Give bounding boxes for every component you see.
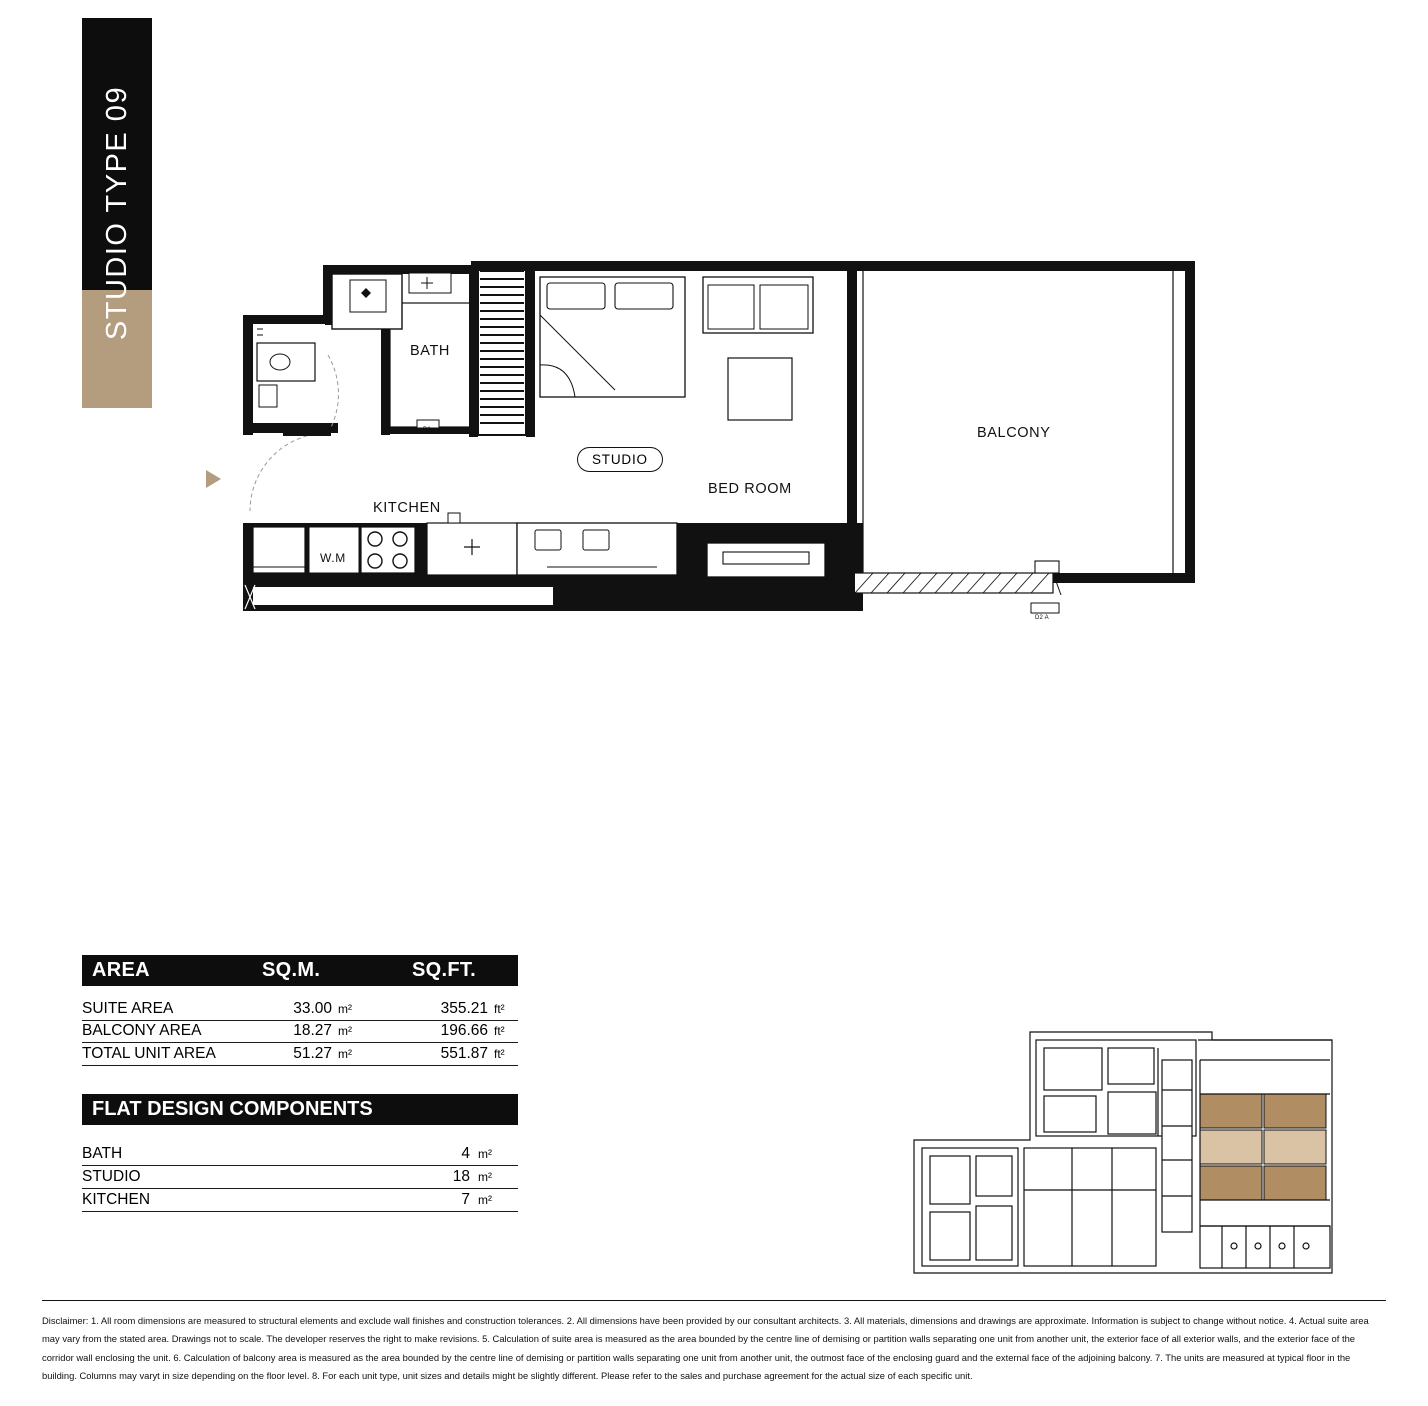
component-unit: m²	[478, 1169, 492, 1184]
table-row	[82, 1189, 518, 1212]
area-row-sqft: 196.66	[440, 1022, 488, 1040]
area-row-sqft-unit: ft²	[494, 1046, 505, 1061]
flat-design-components-body	[82, 1143, 518, 1212]
room-label-studio: STUDIO	[577, 447, 663, 472]
component-value: 7	[461, 1190, 470, 1208]
table-row	[82, 1021, 518, 1044]
area-row-sqm: 33.00	[293, 999, 332, 1017]
door-tag-d1-bath: D1	[423, 427, 432, 433]
entrance-arrow-icon	[206, 470, 221, 488]
table-row	[82, 998, 518, 1021]
area-row-sqm-unit: m²	[338, 1024, 352, 1039]
flat-design-components-header: FLAT DESIGN COMPONENTS	[82, 1094, 518, 1125]
door-tag-balcony: D2 A	[1035, 615, 1049, 621]
area-row-sqm-unit: m²	[338, 1046, 352, 1061]
area-row-label: TOTAL UNIT AREA	[82, 1044, 216, 1062]
table-row	[82, 1043, 518, 1066]
table-row	[82, 1166, 518, 1189]
area-table-header	[82, 955, 518, 986]
area-header-sqft: SQ.FT.	[412, 959, 477, 981]
door-tag-d1-left: D1	[267, 427, 276, 433]
door-tag-d2: D2	[441, 427, 450, 433]
floor-plan-drawing	[195, 255, 1225, 645]
area-header-area: AREA	[92, 959, 150, 981]
key-plan-diagram	[912, 1030, 1336, 1275]
area-summary-block	[82, 955, 518, 1212]
appliance-label-washing-machine: W.M	[320, 551, 346, 565]
area-row-sqft: 551.87	[440, 1044, 488, 1062]
plan-svg	[195, 255, 1225, 645]
area-table-body	[82, 998, 518, 1066]
key-plan-svg	[912, 1030, 1336, 1275]
area-row-sqft-unit: ft²	[494, 1001, 505, 1016]
area-row-sqft: 355.21	[440, 999, 488, 1017]
area-row-sqft-unit: ft²	[494, 1024, 505, 1039]
disclaimer-text: Disclaimer: 1. All room dimensions are measured to structural elements and exclude wall finishes and construction tolerances. 2. All dimensions have been provided by our consultant architects. 3. All materials, dimensions and drawings are approximate. Information is subject to change without notice. 4. Actual suite area may vary from the stated area. Drawings not to scale. The developer reserves the right to make revisions. 5. Calculation of suite area is measured as the area bounded by the centre line of demising or partition walls separating one unit from another unit, the exterior face of all exterior walls, and the exterior face of the corridor wall enclosing the unit. 6. Calculation of balcony area is measured as the area bounded by the centre line of demising or partition walls separating one unit from another unit, the outmost face of the enclosing guard and the external face of the adjoining balcony. 7. The units are measured at typical floor in the building. Columns may varyt in size depending on the floor level. 8. For each unit type, unit sizes and details might be slightly different. Please refer to the sales and purchase agreement for the actual size of each specific unit.	[42, 1315, 1369, 1381]
component-label: KITCHEN	[82, 1190, 151, 1208]
unit-type-title: STUDIO TYPE 09	[100, 85, 133, 341]
area-row-sqm: 18.27	[293, 1022, 332, 1040]
area-row-label: BALCONY AREA	[82, 1022, 202, 1040]
component-value: 18	[452, 1167, 470, 1185]
table-row	[82, 1143, 518, 1166]
area-row-sqm: 51.27	[293, 1044, 332, 1062]
room-label-bedroom: BED ROOM	[708, 481, 792, 497]
unit-type-title-tab	[82, 18, 152, 408]
component-unit: m²	[478, 1192, 492, 1207]
room-label-bath: BATH	[410, 343, 450, 359]
room-label-kitchen: KITCHEN	[373, 500, 441, 516]
component-value: 4	[461, 1144, 470, 1162]
door-tag-tel: TEL	[401, 427, 413, 433]
area-row-sqm-unit: m²	[338, 1001, 352, 1016]
area-header-sqm: SQ.M.	[262, 959, 321, 981]
highlighted-units	[1200, 1094, 1326, 1200]
component-label: STUDIO	[82, 1167, 141, 1185]
area-row-label: SUITE AREA	[82, 999, 174, 1017]
component-unit: m²	[478, 1146, 492, 1161]
room-label-balcony: BALCONY	[977, 425, 1051, 441]
disclaimer-divider	[42, 1300, 1386, 1301]
component-label: BATH	[82, 1144, 123, 1162]
